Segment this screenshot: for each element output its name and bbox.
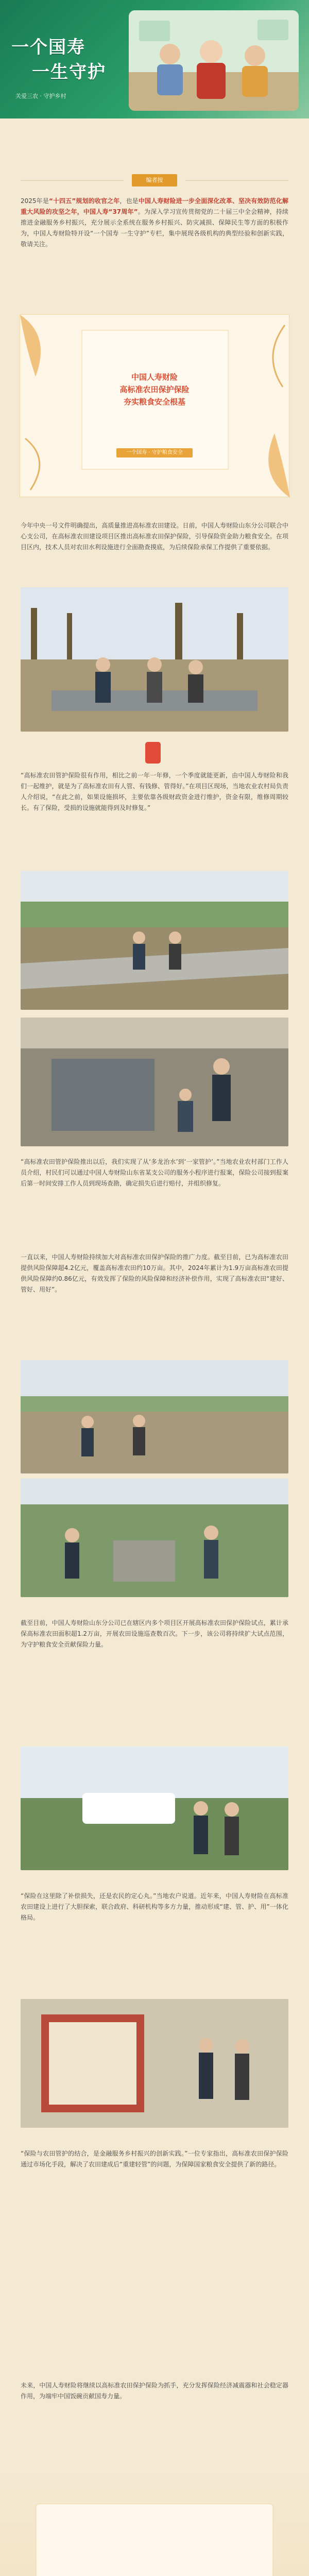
banner-family-photo xyxy=(129,10,299,111)
equipment-check-photo xyxy=(21,1018,288,1146)
body-paragraph-2: “高标准农田管护保险很有作用，相比之前一年一年修，一个季度就能更新，由中国人寿财险和我们一起维护，就是为了高标准农田有人管、有钱修、管得好。”在项目区现场，当地农业农村局负责人介绍说，“在此之前，如果设施损坏，主要依靠各级财政资金进行维护，资金有限，维修周期较长。有了保险，受损的设施就能得到及时修复。” xyxy=(21,772,288,811)
card-title-line2: 高标准农田保护保险 xyxy=(119,385,190,394)
field-inspection-photo xyxy=(21,587,288,732)
banner-title-line2: 一生守护 xyxy=(32,62,106,82)
intro-highlight: 中国人寿财险进一步全面深化改革、坚决有效防范化解重大风险的攻坚之年，中国人寿“37周年” xyxy=(21,197,288,215)
intro-paragraph xyxy=(21,196,288,299)
body-paragraph-4: 一直以来，中国人寿财险持续加大对高标准农田保护保险的推广力度。截至目前，已为高标准农田提供风险保障超4.2亿元，覆盖高标准农田约10万亩。其中，2024年累计为1.9万亩高标准农田提供风险保障约0.86亿元，有效发挥了保险的风险保障和经济补偿作用，实现了高标准农田“建好、管好、用好”。 xyxy=(21,1253,288,1293)
body-paragraph-7: “保险与农田管护的结合，是金融服务乡村振兴的创新实践。”一位专家指出，高标准农田保护保险通过市场化手段，解决了农田建成后“重建轻管”的问题，为保障国家粮食安全提供了新的路径。 xyxy=(21,2150,288,2168)
road-inspection-photo xyxy=(21,1360,288,1473)
editor-note-badge: 编者按 xyxy=(132,174,177,187)
intro-highlight: “十四五”规划的收官之年 xyxy=(48,197,120,205)
body-paragraph-1: 今年中央一号文件明确提出，高质量推进高标准农田建设。日前，中国人寿财险山东分公司联合中心支公司，在高标准农田建设项目区推出高标准农田保护保险，引导保险资金助力粮食安全。在项目区内，技术人员对农田水利设施进行全面勘查摸底，为后续保险承保工作提供了重要依据。 xyxy=(21,522,288,551)
banner-slogan: 关爱三农 · 守护乡村 xyxy=(15,93,66,99)
card-tag: 一个国寿 · 守护粮食安全 xyxy=(116,448,193,457)
divider xyxy=(21,180,124,181)
banner-title-line1: 一个国寿 xyxy=(11,37,85,58)
body-paragraph-5: 截至目前，中国人寿财险山东分公司已在辖区内多个项目区开展高标准农田保护保险试点，累计承保高标准农田面积超1.2万亩，开展农田设施巡查数百次。下一步，该公司将持续扩大试点范围，为守护粮食安全贡献保险力量。 xyxy=(21,1619,288,1648)
well-inspection-photo xyxy=(21,1479,288,1597)
canal-inspection-photo xyxy=(21,871,288,1010)
phone-icon xyxy=(145,742,161,764)
intro-text: ，也是 xyxy=(119,197,139,205)
divider xyxy=(185,180,288,181)
body-paragraph-3: “高标准农田管护保险推出以后，我们实现了从‘多龙治水’到‘一家管护’。”当地农业农村部门工作人员介绍，村民们可以通过中国人寿财险山东省某支公司的服务小程序进行报案，保险公司接到报案后第一时间安排工作人员到现场查勘，确定损失后进行赔付，并组织修复。 xyxy=(21,1158,288,1187)
intro-text: 。为深入学习宣传贯彻党的二十届三中全会精神，持续推进金融服务乡村振兴，充分展示全系统在服务乡村振兴、防灾减损、保障民生等方面的积极作为，中国人寿财险特开设“一个国寿 一生守护”专栏，集中展现各级机构的典型经验和创新实践，敬请关注。 xyxy=(21,208,288,248)
field-team-photo xyxy=(21,1747,288,1870)
card-title-line1: 中国人寿财险 xyxy=(131,372,178,382)
footer-decoration xyxy=(0,2463,309,2576)
banner xyxy=(0,0,309,118)
card-title-line3: 夯实粮食安全根基 xyxy=(123,397,185,406)
body-paragraph-8: 未来，中国人寿财险将继续以高标准农田保护保险为抓手，充分发挥保险经济减震器和社会稳定器作用，为端牢中国饭碗贡献国寿力量。 xyxy=(21,2382,288,2400)
intro-text: 2025年是 xyxy=(21,197,49,205)
signage-photo xyxy=(21,1999,288,2128)
body-paragraph-6: “保险在这里除了补偿损失，还是农民的定心丸。”当地农户说道。近年来，中国人寿财险在高标准农田建设上进行了大胆探索，联合政府、科研机构等多方力量，推动形成“建、管、护、用”一体化格局。 xyxy=(21,1892,288,1921)
